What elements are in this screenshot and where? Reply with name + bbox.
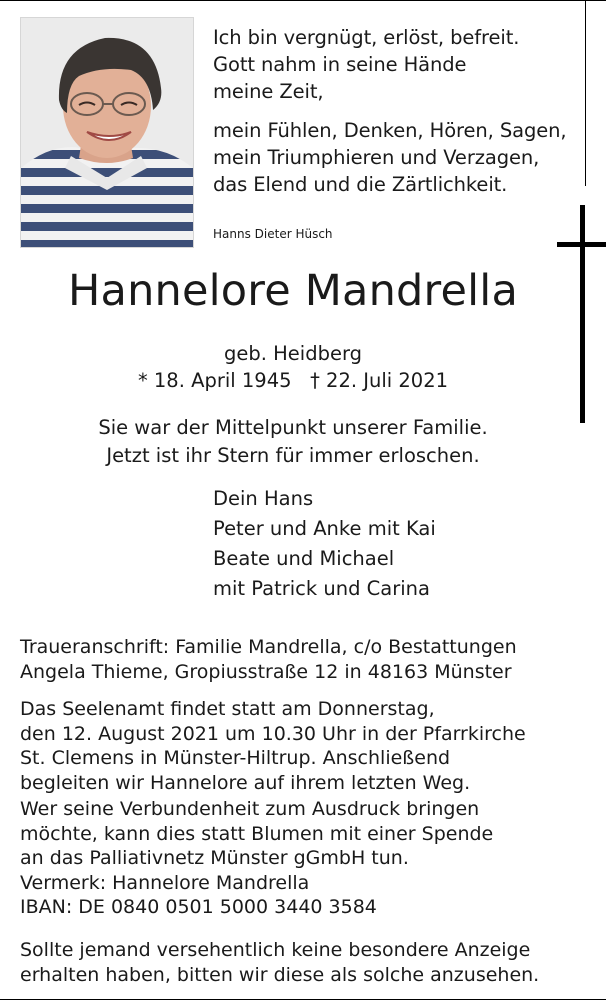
closing-line: Sollte jemand versehentlich keine besondere Anzeige: [20, 939, 531, 961]
address-line: Traueranschrift: Familie Mandrella, c/o Bestattungen: [20, 636, 517, 658]
motto-line: Sie war der Mittelpunkt unserer Familie.: [98, 416, 488, 439]
life-dates: * 18. April 1945 † 22. Juli 2021: [137, 369, 449, 392]
right-border-line: [585, 0, 586, 186]
service-line: begleiten wir Hannelore auf ihrem letzten Weg.: [20, 771, 471, 794]
donation-line: an das Palliativnetz Münster gGmbH tun.: [20, 847, 409, 869]
family-member: Dein Hans: [213, 487, 314, 510]
motto-line: Jetzt ist ihr Stern für immer erloschen.: [106, 444, 480, 467]
family-member: Beate und Michael: [213, 547, 395, 570]
family-list: [213, 484, 436, 604]
family-member: mit Patrick und Carina: [213, 577, 430, 600]
poem-stanza-2: [213, 117, 583, 198]
poem-stanza-1: [213, 24, 583, 105]
service-info: [20, 697, 586, 795]
poem-author: Hanns Dieter Hüsch: [213, 227, 333, 241]
family-member: Peter und Anke mit Kai: [213, 517, 436, 540]
poem-line: meine Zeit,: [213, 80, 324, 103]
service-line: St. Clemens in Münster-Hiltrup. Anschließend: [20, 747, 451, 769]
closing-line: erhalten haben, bitten wir diese als solche anzusehen.: [20, 963, 540, 986]
poem-line: mein Triumphieren und Verzagen,: [213, 146, 540, 169]
mourning-address: [20, 635, 586, 684]
poem-line: Gott nahm in seine Hände: [213, 53, 467, 76]
donation-line: möchte, kann dies statt Blumen mit einer Spende: [20, 822, 494, 845]
service-line: Das Seelenamt findet statt am Donnerstag,: [20, 698, 435, 720]
portrait-photo: [20, 17, 194, 248]
top-border-line: [0, 0, 606, 1]
donation-line: Wer seine Verbundenheit zum Ausdruck bringen: [20, 798, 480, 820]
address-line: Angela Thieme, Gropiusstraße 12 in 48163 Münster: [20, 660, 512, 683]
portrait-illustration: [21, 18, 193, 247]
poem-line: das Elend und die Zärtlichkeit.: [213, 173, 508, 196]
donation-iban: IBAN: DE 0840 0501 5000 3440 3584: [20, 896, 377, 918]
deceased-name: Hannelore Mandrella: [68, 266, 518, 316]
donation-note: Vermerk: Hannelore Mandrella: [20, 871, 310, 894]
poem-line: mein Fühlen, Denken, Hören, Sagen,: [213, 119, 567, 142]
poem: [213, 24, 583, 198]
donation-info: [20, 797, 586, 920]
closing-note: [20, 938, 586, 987]
poem-line: Ich bin vergnügt, erlöst, befreit.: [213, 26, 520, 49]
cross-horizontal-bar: [557, 242, 606, 247]
service-line: den 12. August 2021 um 10.30 Uhr in der Pfarrkirche: [20, 722, 526, 745]
birth-name: geb. Heidberg: [223, 342, 363, 365]
